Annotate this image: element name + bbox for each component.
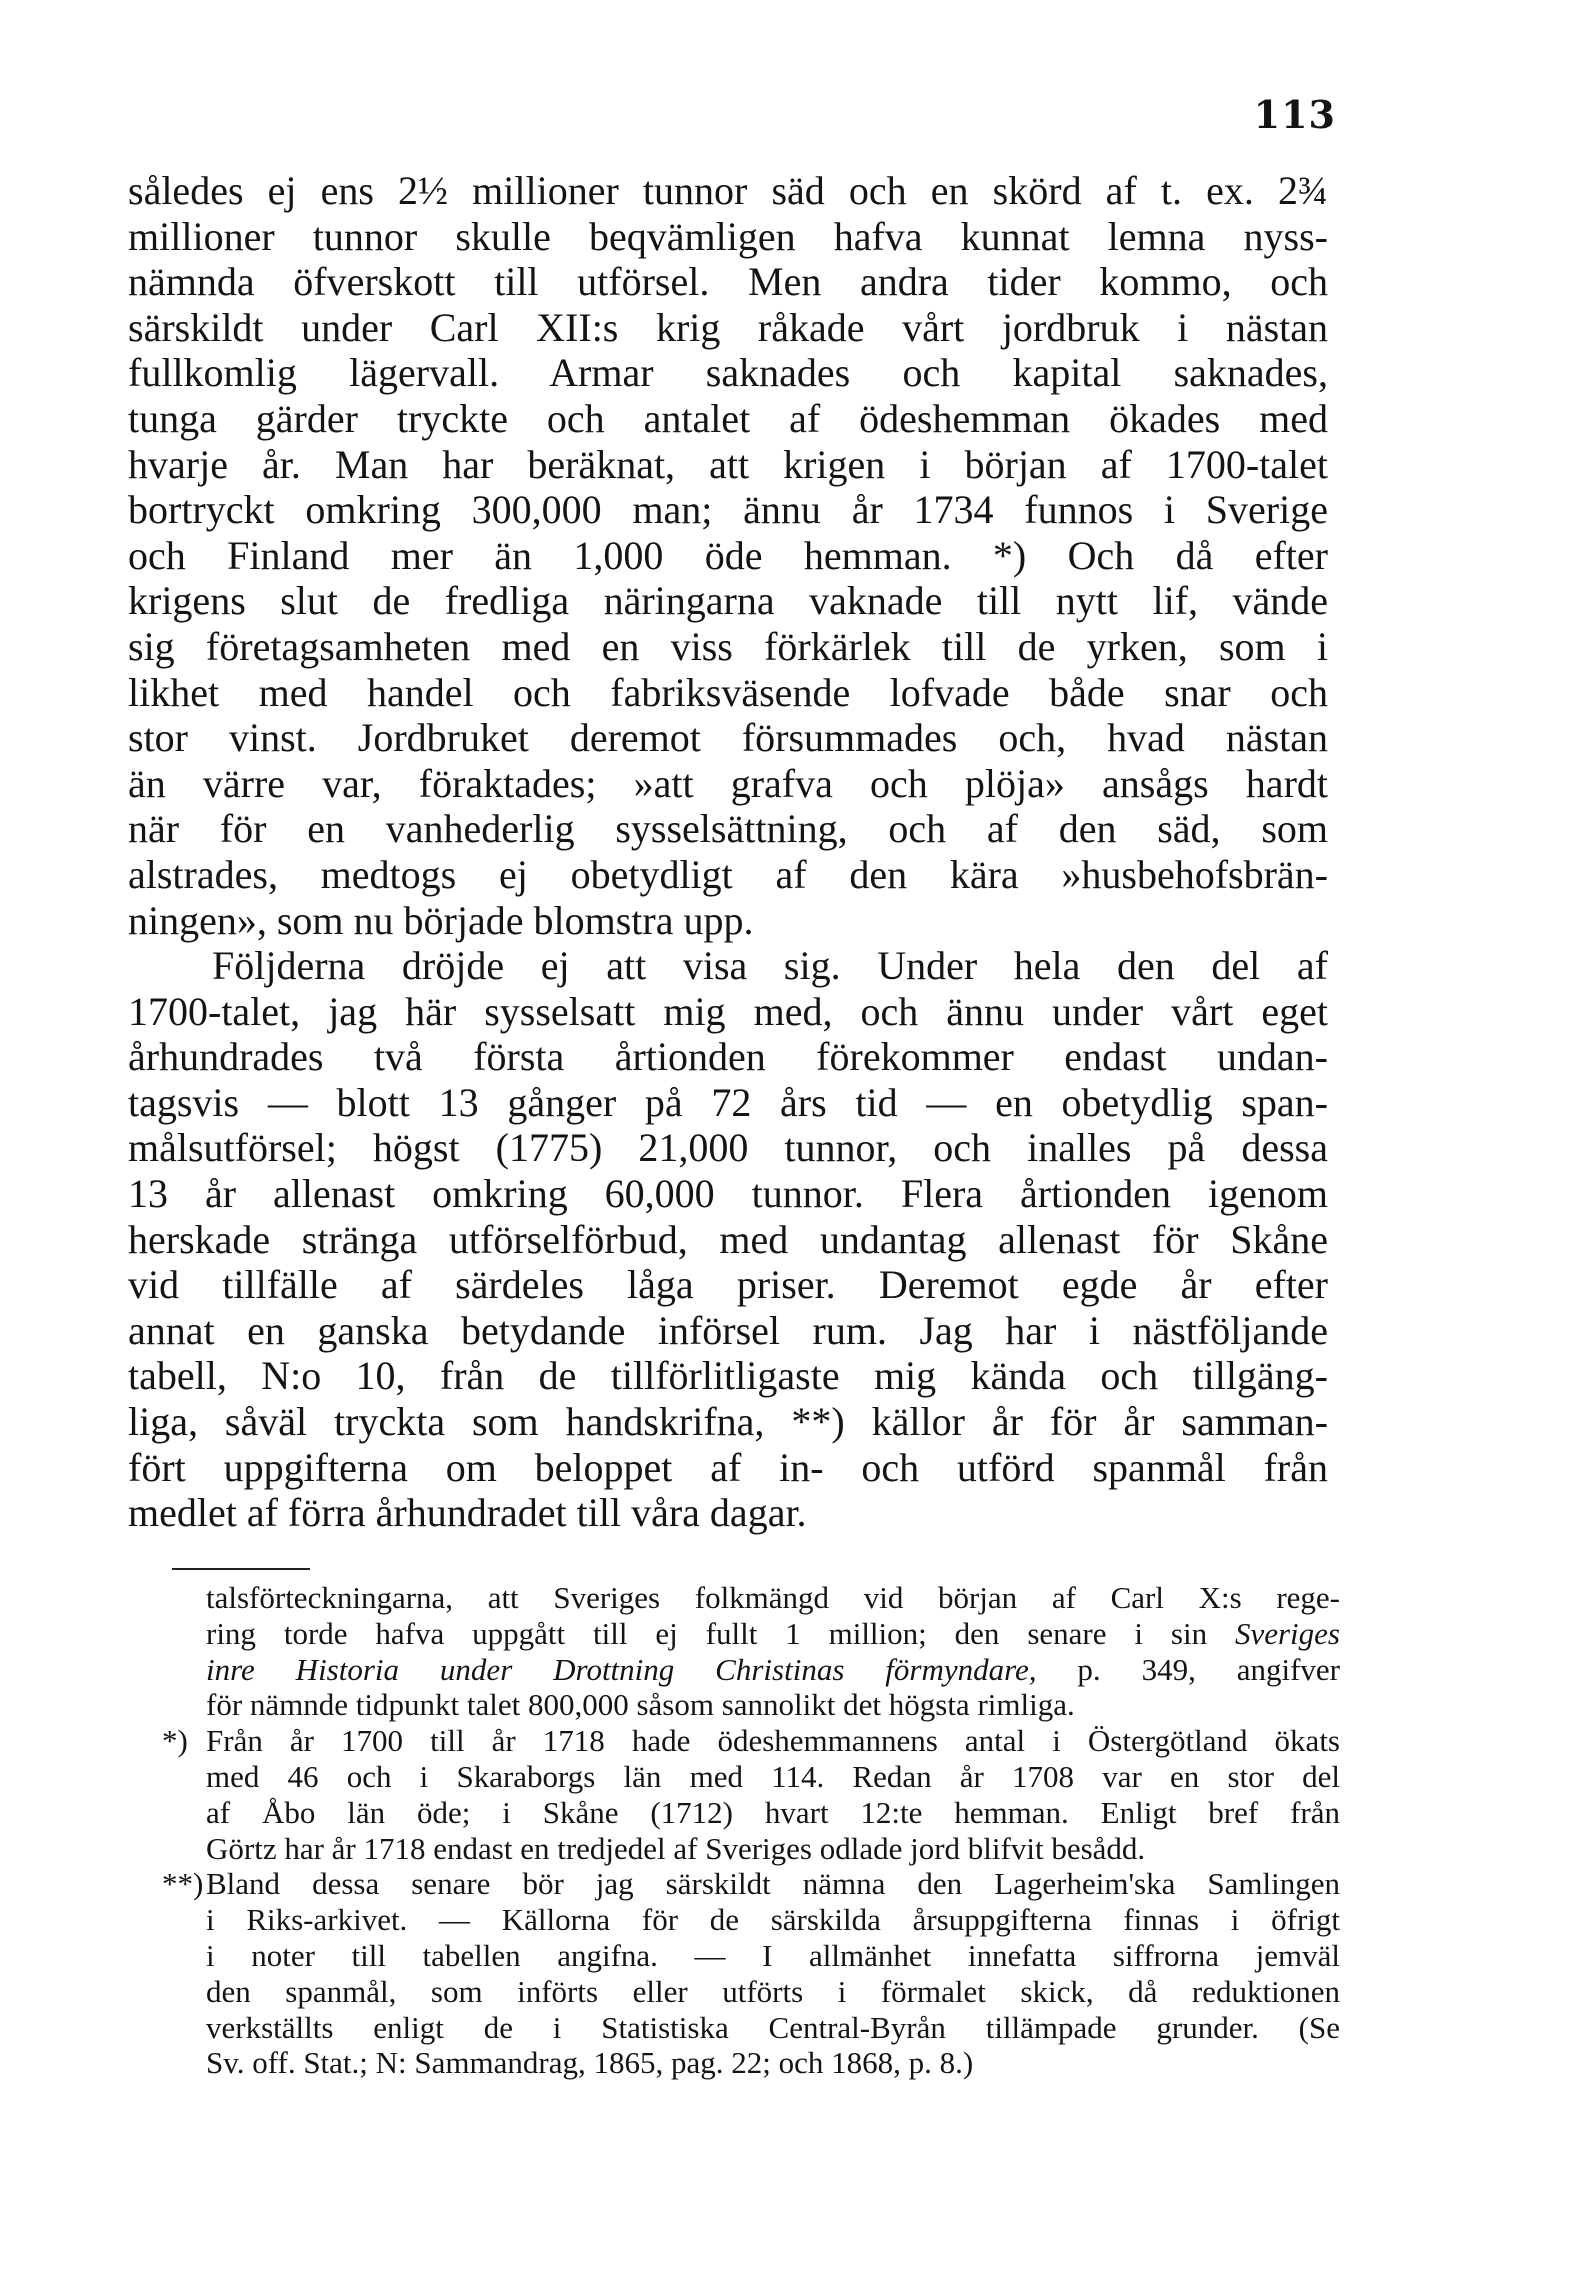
book-title-italic: inre Historia under Drottning Christinas förmyndare, [206,1651,1037,1687]
footnote-line: i Riks-arkivet. — Källorna för de särskilda årsuppgifterna finnas i öfrigt [206,1902,1340,1938]
page-number: 113 [1253,92,1336,137]
text-line: alstrades, medtogs ej obetydligt af den kära »husbehofsbrän- [128,851,1328,897]
footnote-line: af Åbo län öde; i Skåne (1712) hvart 12:te hemman. Enligt bref från [206,1794,1340,1830]
footnote-2 [128,1866,1340,2081]
text-line: ningen», som nu började blomstra upp. [128,897,754,943]
text-line: liga, såväl tryckta som handskrifna, **) källor år för år samman- [128,1399,1328,1445]
footnote-line: Bland dessa senare bör jag särskildt nämna den Lagerheim'ska Samlingen [206,1866,1340,1902]
text-line: och Finland mer än 1,000 öde hemman. *) Och då efter [128,532,1328,578]
text-line: när för en vanhederlig sysselsättning, och af den säd, som [128,806,1328,852]
footnote-continuation [128,1580,1340,1723]
text-line: århundrades två första årtionden förekommer endast undan- [128,1034,1328,1080]
text-line: sig företagsamheten med en viss förkärlek till de yrken, som i [128,623,1328,669]
text-line: annat en ganska betydande införsel rum. Jag har i nästföljande [128,1307,1328,1353]
text-line: hvarje år. Man har beräknat, att krigen i början af 1700-talet [128,441,1328,487]
text-line: medlet af förra århundradet till våra dagar. [128,1490,807,1536]
text-line: tagsvis — blott 13 gånger på 72 års tid — en obetydlig span- [128,1079,1328,1125]
footnote-line [206,1652,1340,1688]
text-line: herskade stränga utförselförbud, med undantag allenast för Skåne [128,1216,1328,1262]
text-line: särskildt under Carl XII:s krig råkade vårt jordbruk i nästan [128,304,1328,350]
text-line: tabell, N:o 10, från de tillförlitligaste mig kända och tillgäng- [128,1353,1328,1399]
text-line: fört uppgifterna om beloppet af in- och utförd spanmål från [128,1444,1328,1490]
footnote-line: med 46 och i Skaraborgs län med 114. Redan år 1708 var en stor del [206,1758,1340,1794]
text-line: än värre var, föraktades; »att grafva och plöja» ansågs hardt [128,760,1328,806]
text-line: vid tillfälle af särdeles låga priser. Deremot egde år efter [128,1262,1328,1308]
text-line: tunga gärder tryckte och antalet af ödeshemman ökades med [128,395,1328,441]
text-line: målsutförsel; högst (1775) 21,000 tunnor, och inalles på dessa [128,1125,1328,1171]
footnote-line: Görtz har år 1718 endast en tredjedel af Sveriges odlade jord blifvit besådd. [206,1830,1146,1866]
text-line: likhet med handel och fabriksväsende lofvade både snar och [128,669,1328,715]
footnotes [128,1580,1340,2081]
footnote-marker: **) [162,1866,204,1902]
footnote-line: Från år 1700 till år 1718 hade ödeshemmannens antal i Östergötland ökats [206,1723,1340,1759]
book-title-italic: Sveriges [1234,1615,1340,1651]
body-text [128,168,1328,1536]
text-line: 13 år allenast omkring 60,000 tunnor. Flera årtionden igenom [128,1171,1328,1217]
text-line: bortryckt omkring 300,000 man; ännu år 1734 funnos i Sverige [128,487,1328,533]
footnote-line: för nämnde tidpunkt talet 800,000 såsom sannolikt det högsta rimliga. [206,1687,1075,1723]
text-line: således ej ens 2½ millioner tunnor säd och en skörd af t. ex. 2¾ [128,168,1328,213]
paragraph-start-line: Följderna dröjde ej att visa sig. Under hela den del af [212,943,1328,989]
footnote-line: talsförteckningarna, att Sveriges folkmängd vid början af Carl X:s rege- [206,1580,1340,1615]
footnote-text: p. 349, angifver [1036,1651,1340,1687]
text-line: nämnda öfverskott till utförsel. Men andra tider kommo, och [128,259,1328,305]
footnote-separator [172,1568,310,1570]
text-line: stor vinst. Jordbruket deremot försummades och, hvad nästan [128,715,1328,761]
footnote-1 [128,1723,1340,1866]
footnote-line: den spanmål, som införts eller utförts i förmalet skick, då reduktionen [206,1973,1340,2009]
footnote-line [206,1616,1340,1652]
text-line: millioner tunnor skulle beqvämligen hafva kunnat lemna nyss- [128,213,1328,259]
footnote-marker: *) [162,1723,188,1759]
text-line: 1700-talet, jag här sysselsatt mig med, och ännu under vårt eget [128,988,1328,1034]
footnote-line: Sv. off. Stat.; N: Sammandrag, 1865, pag. 22; och 1868, p. 8.) [206,2045,974,2081]
footnote-text: ring torde hafva uppgått till ej fullt 1 million; den senare i sin [206,1615,1235,1651]
footnote-line: verkställts enligt de i Statistiska Central-Byrån tillämpade grunder. (Se [206,2009,1340,2045]
footnote-line: i noter till tabellen angifna. — I allmänhet innefatta siffrorna jemväl [206,1937,1340,1973]
text-line: krigens slut de fredliga näringarna vaknade till nytt lif, vände [128,578,1328,624]
text-line: fullkomlig lägervall. Armar saknades och kapital saknades, [128,350,1328,396]
